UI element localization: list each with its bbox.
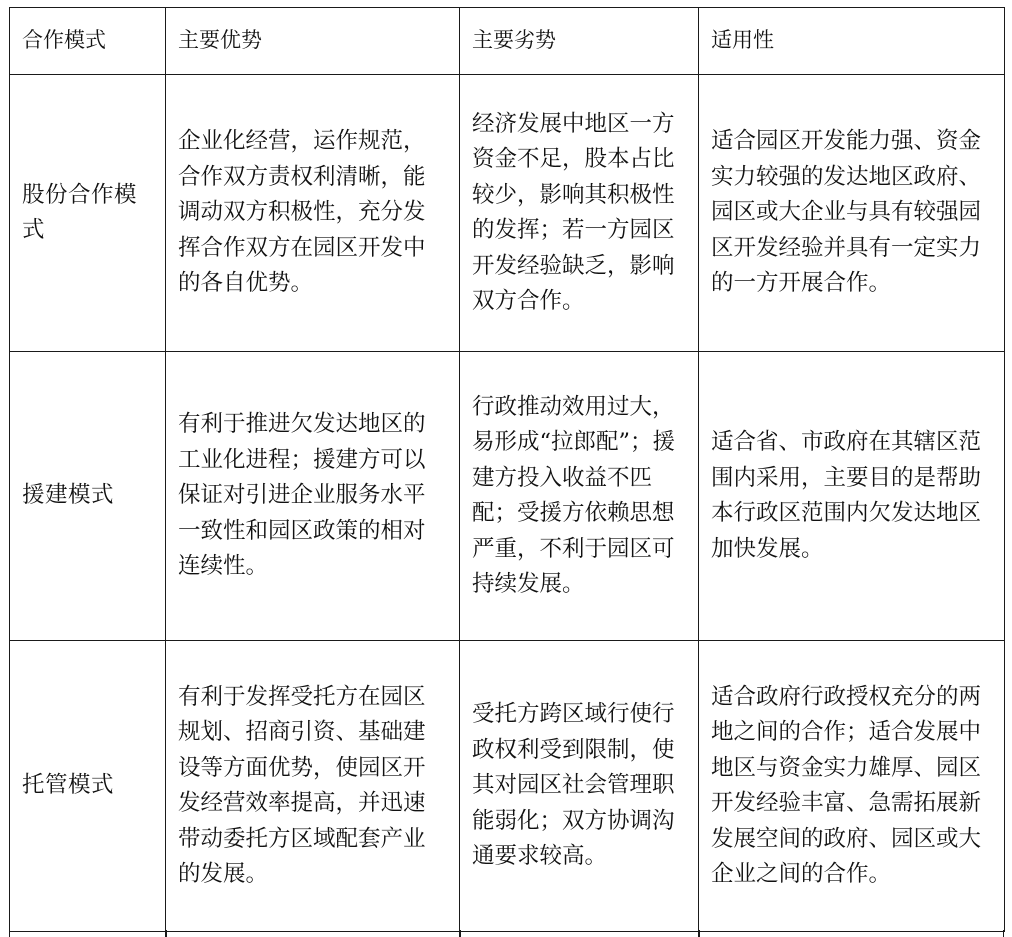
mode-cell: 托管模式 xyxy=(10,641,166,932)
table-row xyxy=(10,352,1005,641)
header-main-disadvantages: 主要劣势 xyxy=(460,8,699,75)
applicability-cell: 适合省、市政府在其辖区范围内采用，主要目的是帮助本行政区范围内欠发达地区加快发展。 xyxy=(699,352,1005,641)
disadvantages-cell: 经济发展中地区一方资金不足，股本占比较少，影响其积极性的发挥；若一方园区开发经验缺乏，影响双方合作。 xyxy=(460,75,699,352)
disadvantages-cell: 受托方跨区域行使行政权利受到限制，使其对园区社会管理职能弱化；双方协调沟通要求较高。 xyxy=(460,641,699,932)
mode-cell: 股份合作模式 xyxy=(10,75,166,352)
applicability-cell: 适合园区开发能力强、资金实力较强的发达地区政府、园区或大企业与具有较强园区开发经验并具有一定实力的一方开展合作。 xyxy=(699,75,1005,352)
header-cooperation-mode: 合作模式 xyxy=(10,8,166,75)
header-applicability: 适用性 xyxy=(699,8,1005,75)
advantages-cell: 有利于发挥受托方在园区规划、招商引资、基础建设等方面优势，使园区开发经营效率提高，并迅速带动委托方区域配套产业的发展。 xyxy=(166,641,460,932)
table-row xyxy=(10,75,1005,352)
table-body xyxy=(10,75,1005,932)
column-divider xyxy=(165,930,167,937)
column-divider xyxy=(698,930,700,937)
next-row-border-stub xyxy=(9,930,1004,937)
applicability-cell: 适合政府行政授权充分的两地之间的合作；适合发展中地区与资金实力雄厚、园区开发经验丰富、急需拓展新发展空间的政府、园区或大企业之间的合作。 xyxy=(699,641,1005,932)
mode-cell: 援建模式 xyxy=(10,352,166,641)
column-divider xyxy=(459,930,461,937)
disadvantages-cell: 行政推动效用过大，易形成“拉郎配”；援建方投入收益不匹配；受援方依赖思想严重，不利于园区可持续发展。 xyxy=(460,352,699,641)
header-main-advantages: 主要优势 xyxy=(166,8,460,75)
advantages-cell: 有利于推进欠发达地区的工业化进程；援建方可以保证对引进企业服务水平一致性和园区政策的相对连续性。 xyxy=(166,352,460,641)
cooperation-mode-table xyxy=(9,7,1005,932)
header-row xyxy=(10,8,1005,75)
table-header xyxy=(10,8,1005,75)
advantages-cell: 企业化经营，运作规范，合作双方责权利清晰，能调动双方积极性，充分发挥合作双方在园区开发中的各自优势。 xyxy=(166,75,460,352)
table-row xyxy=(10,641,1005,932)
